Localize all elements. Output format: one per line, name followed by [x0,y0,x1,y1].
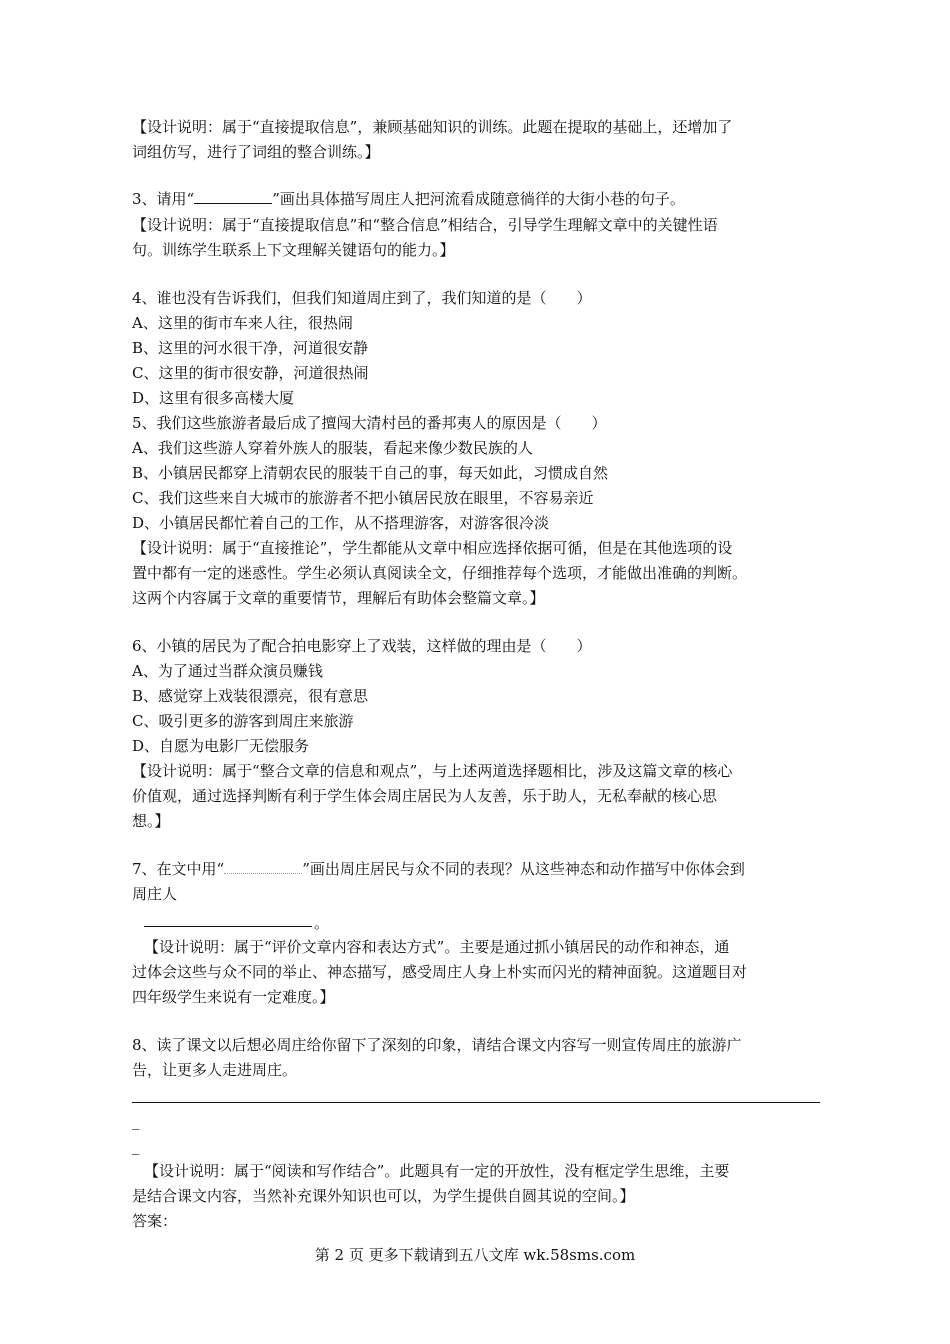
question-7: 7、在文中用“ ”画出周庄居民与众不同的表现？从这些神态和动作描写中你体会到 [132,860,745,878]
page-footer: 第 2 页 更多下载请到五八文库 wk.58sms.com [314,1246,636,1264]
answer-underline [144,926,312,927]
option-d: D、小镇居民都忙着自己的工作，从不搭理游客，对游客很冷淡 [132,514,550,532]
option-a: A、这里的街市车来人往，很热闹 [132,314,353,332]
design-note-line: 【设计说明：属于“直接推论”，学生都能从文章中相应选择依据可循，但是在其他选项的设 [132,539,733,557]
dash-mark: _ [132,1137,140,1155]
question-7-line2: 周庄人 [132,885,178,903]
option-a: A、为了通过当群众演员赚钱 [132,662,323,680]
design-note-line: 置中都有一定的迷惑性。学生必须认真阅读全文，仔细推荐每个选项，才能做出准确的判断。 [132,564,748,582]
design-note-line: 【设计说明：属于“直接提取信息”，兼顾基础知识的训练。此题在提取的基础上，还增加了 [132,118,733,136]
design-note-line: 【设计说明：属于“直接提取信息”和“整合信息”相结合，引导学生理解文章中的关键性语 [132,216,718,234]
question-3: 3、请用“ ”画出具体描写周庄人把河流看成随意徜徉的大街小巷的句子。 [132,190,685,208]
option-b: B、感觉穿上戏装很漂亮，很有意思 [132,687,369,705]
option-c: C、这里的街市很安静，河道很热闹 [132,364,369,382]
option-c: C、吸引更多的游客到周庄来旅游 [132,712,354,730]
fill-blank-solid [194,190,272,204]
option-a: A、我们这些游人穿着外族人的服装，看起来像少数民族的人 [132,439,533,457]
design-note-line: 想。】 [132,812,170,830]
option-b: B、小镇居民都穿上清朝农民的服装干自己的事，每天如此，习惯成自然 [132,464,609,482]
design-note-line: 【设计说明：属于“阅读和写作结合”。此题具有一定的开放性，没有框定学生思维，主要 [144,1162,730,1180]
period-mark: 。 [314,914,330,932]
question-8-line2: 告，让更多人走进周庄。 [132,1061,298,1079]
design-note-line: 这两个内容属于文章的重要情节，理解后有助体会整篇文章。】 [132,589,545,607]
dash-mark: _ [132,1112,140,1130]
option-d: D、这里有很多高楼大厦 [132,389,295,407]
question-4: 4、谁也没有告诉我们，但我们知道周庄到了，我们知道的是（ ） [132,289,592,307]
design-note-line: 【设计说明：属于“评价文章内容和表达方式”。主要是通过抓小镇居民的动作和神态，通 [144,938,730,956]
design-note-line: 词组仿写，进行了词组的整合训练。】 [132,143,380,161]
design-note-line: 【设计说明：属于“整合文章的信息和观点”，与上述两道选择题相比，涉及这篇文章的核心 [132,762,733,780]
design-note-line: 四年级学生来说有一定难度。】 [132,988,335,1006]
design-note-line: 过体会这些与众不同的举止、神态描写，感受周庄人身上朴实而闪光的精神面貌。这道题目对 [132,963,748,981]
option-b: B、这里的河水很干净，河道很安静 [132,339,369,357]
answer-label: 答案： [132,1212,178,1230]
option-d: D、自愿为电影厂无偿服务 [132,737,310,755]
fill-blank-wavy [224,860,302,874]
design-note-line: 是结合课文内容，当然补充课外知识也可以，为学生提供自圆其说的空间。】 [132,1187,635,1205]
question-8: 8、读了课文以后想必周庄给你留下了深刻的印象，请结合课文内容写一则宣传周庄的旅游广 [132,1036,742,1054]
question-5: 5、我们这些旅游者最后成了擅闯大清村邑的番邦夷人的原因是（ ） [132,414,607,432]
option-c: C、我们这些来自大城市的旅游者不把小镇居民放在眼里，不容易亲近 [132,489,594,507]
design-note-line: 句。训练学生联系上下文理解关键语句的能力。】 [132,241,455,259]
question-6: 6、小镇的居民为了配合拍电影穿上了戏装，这样做的理由是（ ） [132,637,592,655]
writing-line [132,1102,820,1103]
design-note-line: 价值观，通过选择判断有利于学生体会周庄居民为人友善，乐于助人，无私奉献的核心思 [132,787,718,805]
